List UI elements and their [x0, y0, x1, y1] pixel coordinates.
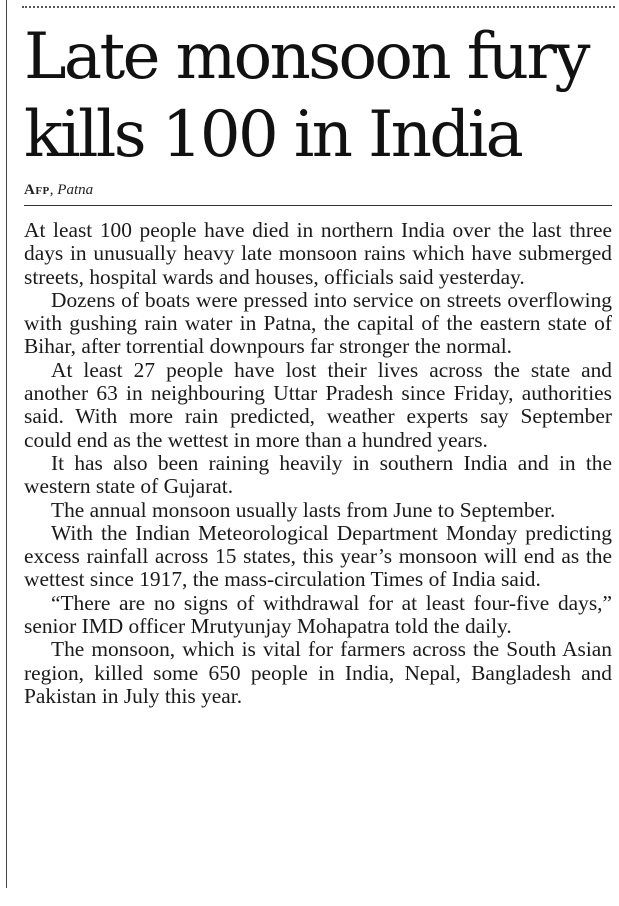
headline-line-1: Late monsoon fury — [24, 20, 588, 94]
byline-separator: , — [49, 182, 54, 198]
headline-line-2: kills 100 in India — [24, 98, 522, 172]
article-body — [24, 219, 612, 708]
paragraph-7: “There are no signs of withdrawal for at least four-five days,” senior IMD officer Mrutyunjay Mohapatra told the daily. — [24, 590, 612, 639]
top-dotted-rule — [22, 6, 615, 8]
paragraph-3: At least 27 people have lost their lives across the state and another 63 in neighbouring Uttar Pradesh since Friday, authorities said. With more rain predicted, weather experts say September could end as the wettest in more than a hundred years. — [24, 357, 612, 452]
byline-place: Patna — [57, 182, 94, 198]
headline — [24, 18, 612, 174]
paragraph-8: The monsoon, which is vital for farmers across the South Asian region, killed some 650 people in India, Nepal, Bangladesh and Pakistan in July this year. — [24, 637, 612, 708]
byline-divider — [24, 205, 612, 206]
paragraph-4: It has also been raining heavily in southern India and in the western state of Gujarat. — [24, 450, 612, 499]
news-article — [24, 18, 612, 708]
paragraph-2: Dozens of boats were pressed into service on streets overflowing with gushing rain water in Patna, the capital of the eastern state of Bihar, after torrential downpours far stronger the normal. — [24, 287, 612, 359]
paragraph-5: The annual monsoon usually lasts from June to September. — [51, 497, 556, 522]
paragraph-1: At least 100 people have died in northern India over the last three days in unusually heavy late monsoon rains which have submerged streets, hospital wards and houses, officials said yesterday. — [24, 218, 612, 289]
column-left-rule — [6, 0, 7, 888]
paragraph-6: With the Indian Meteorological Department Monday predicting excess rainfall across 15 states, this year’s monsoon will end as the wettest since 1917, the mass-circulation Times of India said. — [24, 520, 612, 592]
byline — [24, 180, 612, 200]
byline-agency: Afp — [24, 182, 50, 198]
